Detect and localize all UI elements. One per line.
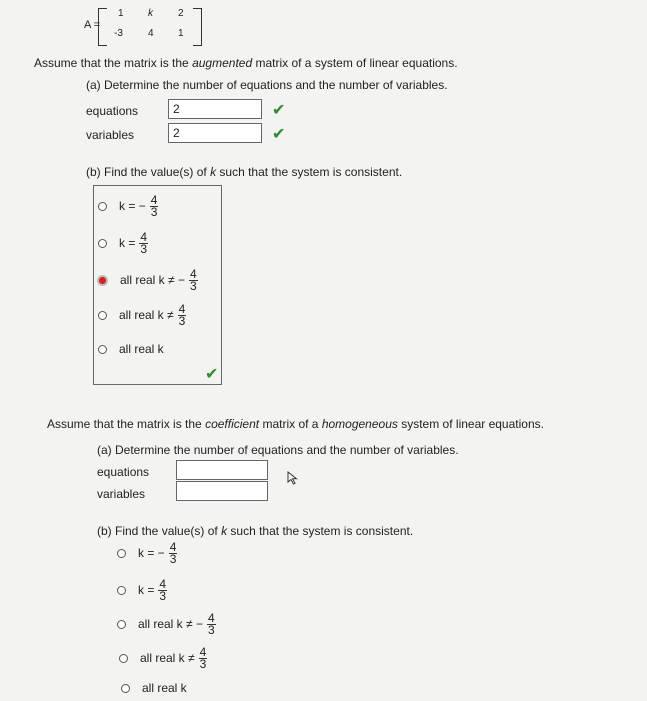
matrix-right-bracket (193, 8, 202, 46)
part1-emph: augmented (192, 56, 253, 70)
part1-option-k-eq-neg[interactable] (98, 193, 158, 219)
frac-den: 3 (150, 204, 158, 219)
arrow-cursor-icon (287, 471, 299, 485)
part2-a-question: (a) Determine the number of equations and the number of variables. (97, 443, 459, 457)
b-question-pre: (b) Find the value(s) of (86, 165, 207, 179)
matrix-label: A = (84, 19, 101, 31)
part1-variables-field[interactable]: 2 (168, 123, 262, 143)
matrix-A (84, 8, 214, 48)
part2-option-all-k-neq[interactable] (119, 645, 207, 671)
part1-intro (34, 56, 458, 70)
part1-variables-check-icon: ✔ (272, 126, 286, 143)
b-question-post: such that the system is consistent. (219, 165, 403, 179)
matrix-cell: 1 (178, 28, 184, 39)
frac-num: 4 (150, 192, 158, 207)
frac-num: 4 (159, 576, 167, 591)
radio-button-selected[interactable] (97, 275, 108, 286)
fraction (207, 610, 216, 637)
fraction (189, 266, 198, 293)
frac-den: 3 (207, 622, 215, 637)
matrix-cell: -3 (114, 28, 123, 39)
fraction (139, 229, 148, 256)
part2-intro-text: Assume that the matrix is the (47, 417, 202, 431)
part2-option-k-eq-neg[interactable] (117, 540, 177, 566)
part2-variables-label: variables (97, 487, 146, 501)
b-question-post: such that the system is consistent. (230, 524, 414, 538)
part2-equations-field[interactable] (176, 460, 268, 480)
fraction (199, 644, 208, 671)
option-label: all real k ≠ (140, 651, 195, 665)
option-label: k = (119, 236, 136, 250)
part2-equations-label: equations (97, 465, 150, 479)
fraction (150, 192, 159, 219)
part2-rest: system of linear equations. (401, 417, 544, 431)
part2-option-all-k-neq-neg[interactable] (117, 611, 216, 637)
option-label: k = − (138, 546, 165, 560)
frac-num: 4 (169, 539, 177, 554)
part1-equations-check-icon: ✔ (272, 102, 286, 119)
option-label: all real k ≠ − (120, 273, 185, 287)
matrix-cell: 1 (118, 8, 124, 19)
radio-button[interactable] (117, 586, 126, 595)
part1-equations-label: equations (86, 104, 139, 118)
radio-button[interactable] (98, 202, 107, 211)
part1-b-question (86, 165, 402, 179)
fraction (158, 576, 167, 603)
part1-option-all-k-neq-neg[interactable] (97, 267, 198, 293)
option-label: all real k ≠ − (138, 617, 203, 631)
frac-den: 3 (199, 656, 207, 671)
part2-option-k-eq[interactable] (117, 577, 167, 603)
radio-button[interactable] (119, 654, 128, 663)
option-label: all real k (119, 342, 164, 356)
option-label: all real k (142, 681, 187, 695)
fraction (169, 539, 178, 566)
radio-button[interactable] (98, 239, 107, 248)
part2-mid: matrix of a (262, 417, 319, 431)
option-label: k = − (119, 199, 146, 213)
part1-intro-text: Assume that the matrix is the (34, 56, 189, 70)
radio-button[interactable] (98, 311, 107, 320)
frac-num: 4 (189, 266, 197, 281)
frac-den: 3 (178, 313, 186, 328)
fraction (178, 301, 187, 328)
frac-den: 3 (189, 278, 197, 293)
part2-emph2: homogeneous (321, 417, 398, 431)
frac-num: 4 (207, 610, 215, 625)
part1-a-question: (a) Determine the number of equations and the number of variables. (86, 78, 448, 92)
part1-rest: matrix of a system of linear equations. (255, 56, 458, 70)
matrix-cell: k (148, 8, 153, 19)
part2-variables-field[interactable] (176, 481, 268, 501)
frac-den: 3 (140, 241, 148, 256)
part2-intro (47, 417, 544, 431)
matrix-cell: 4 (148, 28, 154, 39)
b-question-var: k (210, 165, 217, 179)
frac-den: 3 (169, 551, 177, 566)
option-label: k = (138, 583, 155, 597)
radio-button[interactable] (121, 684, 130, 693)
part1-b-check-icon: ✔ (205, 366, 219, 383)
matrix-cell: 2 (178, 8, 184, 19)
radio-button[interactable] (117, 620, 126, 629)
part1-option-k-eq[interactable] (98, 230, 148, 256)
radio-button[interactable] (98, 345, 107, 354)
frac-num: 4 (199, 644, 207, 659)
option-label: all real k ≠ (119, 308, 174, 322)
matrix-left-bracket (98, 8, 107, 46)
frac-num: 4 (140, 229, 148, 244)
part1-variables-label: variables (86, 128, 135, 142)
frac-num: 4 (178, 301, 186, 316)
part2-emph1: coefficient (205, 417, 260, 431)
part1-equations-field[interactable]: 2 (168, 99, 262, 119)
b-question-pre: (b) Find the value(s) of (97, 524, 218, 538)
part1-option-all-k-neq[interactable] (98, 302, 186, 328)
part1-option-all-k[interactable] (98, 336, 164, 362)
radio-button[interactable] (117, 549, 126, 558)
frac-den: 3 (159, 588, 167, 603)
b-question-var: k (221, 524, 228, 538)
part2-b-question (97, 524, 413, 538)
part2-option-all-k[interactable] (121, 675, 187, 701)
